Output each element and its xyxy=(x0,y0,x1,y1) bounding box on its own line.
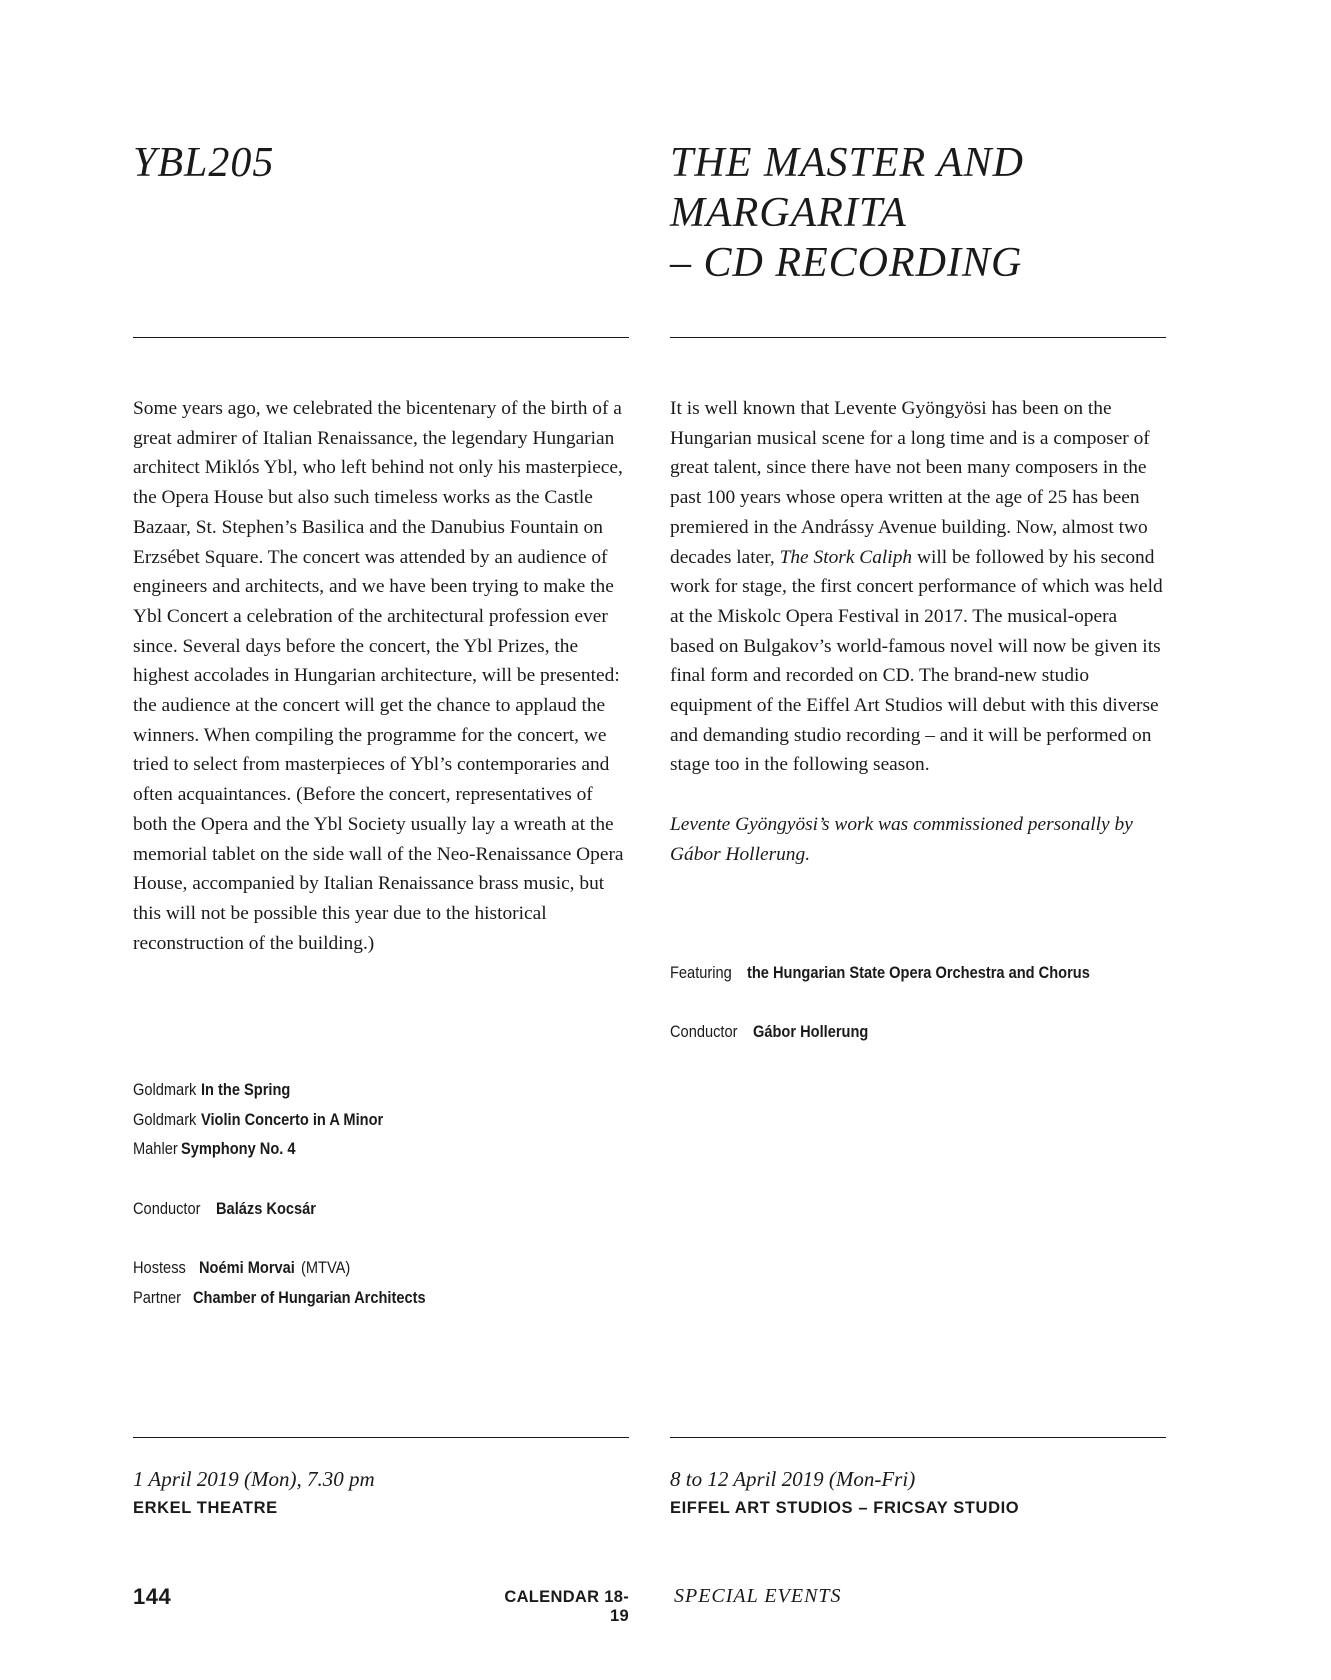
left-programme xyxy=(133,1075,629,1313)
event-title-ybl205: YBL205 xyxy=(133,140,275,186)
work-title-stork-caliph: The Stork Caliph xyxy=(779,546,913,568)
hostess-credit: Hostess Noémi Morvai (MTVA) xyxy=(133,1258,351,1278)
partner-credit: Partner Chamber of Hungarian Architects xyxy=(133,1287,427,1307)
event-date-left: 1 April 2019 (Mon), 7.30 pm xyxy=(133,1467,375,1491)
left-top-divider xyxy=(133,337,629,338)
event-date-right: 8 to 12 April 2019 (Mon-Fri) xyxy=(670,1467,916,1491)
event-venue-left: ERKEL THEATRE xyxy=(133,1499,278,1517)
right-top-divider xyxy=(670,337,1166,338)
right-bottom-divider xyxy=(670,1437,1166,1438)
conductor-credit: Conductor Balázs Kocsár xyxy=(133,1198,317,1218)
featuring-credit: Featuring the Hungarian State Opera Orchestra and Chorus xyxy=(670,963,1090,982)
left-body-text xyxy=(133,394,629,958)
programme-item: Goldmark In the Spring xyxy=(133,1080,291,1099)
commission-note: Levente Gyöngyösi’s work was commissioned personally by Gábor Hollerung. xyxy=(670,813,1133,865)
programme-item: Goldmark Violin Concerto in A Minor xyxy=(133,1109,383,1129)
right-credits xyxy=(670,958,1166,1047)
calendar-label: CALENDAR 18-19 xyxy=(504,1588,629,1625)
page-number: 144 xyxy=(133,1584,172,1609)
master-margarita-description: It is well known that Levente Gyöngyösi has been on the Hungarian musical scene for a long time and is a composer of great talent, since there have not been many composers in the past 100 years whose opera written at the age of 25 has been premiered in the Andrássy Avenue building. Now, almost two decades later, The Stork Caliph will be followed by his second work for stage, the first concert performance of which was held at the Miskolc Opera Festival in 2017. The musical-opera based on Bulgakov’s world-famous novel will now be given its final form and recorded on CD. The brand-new studio equipment of the Eiffel Art Studios will debut with this diverse and demanding studio recording – and it will be performed on stage too in the following season. xyxy=(670,398,1163,776)
right-body-text xyxy=(670,394,1166,869)
event-venue-right: EIFFEL ART STUDIOS – FRICSAY STUDIO xyxy=(670,1499,1020,1517)
ybl-description: Some years ago, we celebrated the bicentenary of the birth of a great admirer of Italian Renaissance, the legendary Hungarian architect Miklós Ybl, who left behind not only his masterpiece, the Opera House but also such timeless works as the Castle Bazaar, St. Stephen’s Basilica and the Danubius Fountain on Erzsébet Square. The concert was attended by an audience of engineers and architects, and we have been trying to make the Ybl Concert a celebration of the architectural profession ever since. Several days before the concert, the Ybl Prizes, the highest accolades in Hungarian architecture, will be presented: the audience at the concert will get the chance to applaud the winners. When compiling the programme for the concert, we tried to select from masterpieces of Ybl’s contemporaries and often acquaintances. (Before the concert, representatives of both the Opera and the Ybl Society usually lay a wreath at the memorial tablet on the side wall of the Neo-Renaissance Opera House, accompanied by Italian Renaissance brass music, but this will not be possible this year due to the historical reconstruction of the building.) xyxy=(133,398,624,954)
left-bottom-divider xyxy=(133,1437,629,1438)
event-title-master-margarita: THE MASTER AND MARGARITA – CD RECORDING xyxy=(670,140,1024,286)
programme-item: Mahler Symphony No. 4 xyxy=(133,1139,296,1159)
section-label: SPECIAL EVENTS xyxy=(674,1585,842,1607)
conductor-credit: Conductor Gábor Hollerung xyxy=(670,1022,869,1042)
